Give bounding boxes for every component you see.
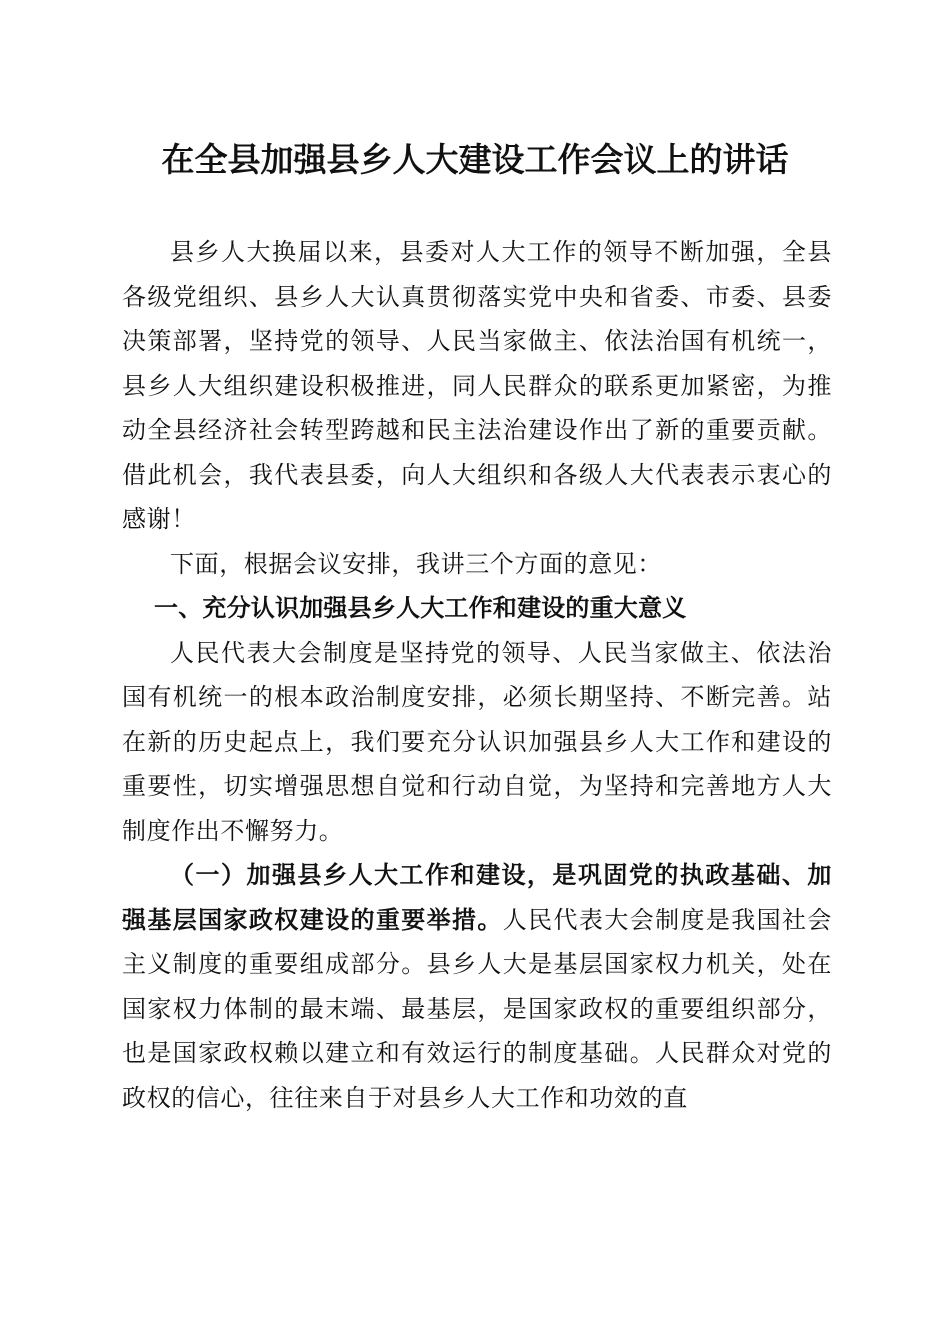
paragraph-intro: 县乡人大换届以来，县委对人大工作的领导不断加强，全县各级党组织、县乡人大认真贯彻落实党中央和省委、市委、县委决策部署，坚持党的领导、人民当家做主、依法治国有机统一，县乡人大组织建设积极推进，同人民群众的联系更加紧密，为推动全县经济社会转型跨越和民主法治建设作出了新的重要贡献。借此机会，我代表县委，向人大组织和各级人大代表表示衷心的感谢！ bbox=[122, 238, 832, 533]
paragraph-section-1: 人民代表大会制度是坚持党的领导、人民当家做主、依法治国有机统一的根本政治制度安排，必须长期坚持、不断完善。站在新的历史起点上，我们要充分认识加强县乡人大工作和建设的重要性，切实增强思想自觉和行动自觉，为坚持和完善地方人大制度作出不懈努力。 bbox=[122, 638, 832, 845]
paragraph-subsection-1 bbox=[122, 853, 832, 1120]
document-title: 在全县加强县乡人大建设工作会议上的讲话 bbox=[161, 140, 789, 179]
subsection-body: 人民代表大会制度是我国社会主义制度的重要组成部分。县乡人大是基层国家权力机关，处在国家权力体制的最末端、最基层，是国家政权的重要组织部分，也是国家政权赖以建立和有效运行的制度基础。人民群众对党的政权的信心，往往来自于对县乡人大工作和功效的直 bbox=[122, 905, 832, 1112]
document-body bbox=[122, 230, 832, 1120]
section-heading-1: 一、充分认识加强县乡人大工作和建设的重大意义 bbox=[154, 593, 687, 622]
paragraph-outline: 下面，根据会议安排，我讲三个方面的意见： bbox=[170, 549, 662, 578]
subsection-lead: （一）加强县乡人大工作和建设，是巩固党的执政基础、加强基层国家政权建设的重要举措。 bbox=[122, 860, 832, 934]
